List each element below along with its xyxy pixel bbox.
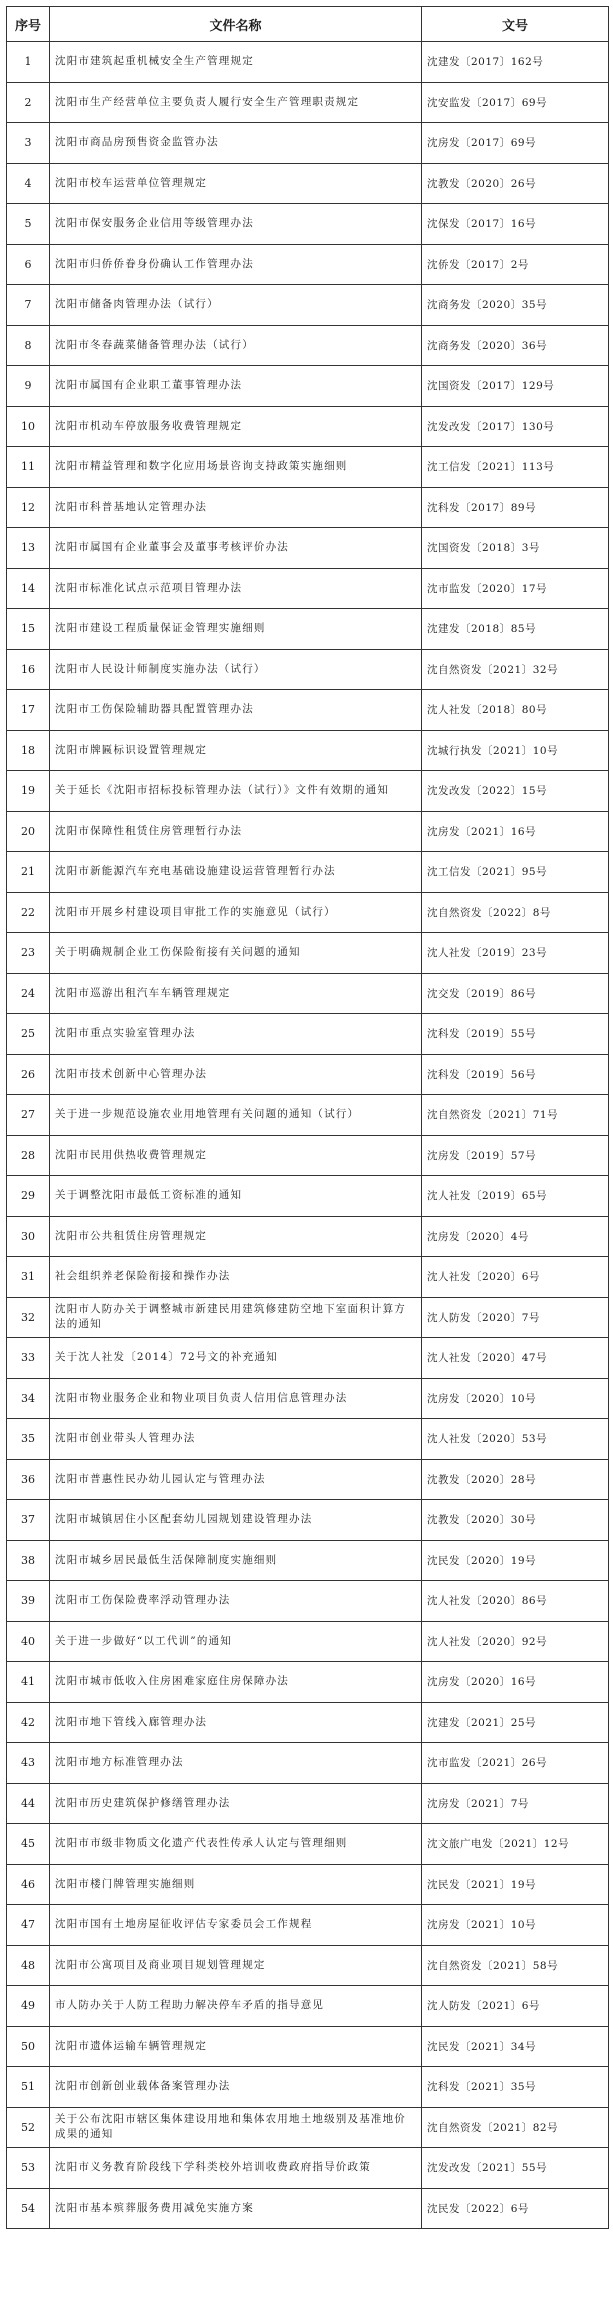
row-document-name: 沈阳市保安服务企业信用等级管理办法 — [50, 204, 422, 245]
row-document-number: 沈发改发〔2017〕130号 — [422, 406, 609, 447]
row-document-name: 沈阳市义务教育阶段线下学科类校外培训收费政府指导价政策 — [50, 2148, 422, 2189]
table-row — [7, 204, 609, 245]
row-serial-number: 25 — [7, 1014, 50, 1055]
row-serial-number: 48 — [7, 1945, 50, 1986]
table-row — [7, 447, 609, 488]
row-document-number: 沈工信发〔2021〕95号 — [422, 852, 609, 893]
row-document-name: 沈阳市生产经营单位主要负责人履行安全生产管理职责规定 — [50, 82, 422, 123]
row-serial-number: 43 — [7, 1743, 50, 1784]
table-row — [7, 82, 609, 123]
row-document-name: 沈阳市城镇居住小区配套幼儿园规划建设管理办法 — [50, 1500, 422, 1541]
row-document-name: 沈阳市属国有企业职工董事管理办法 — [50, 366, 422, 407]
row-document-number: 沈发改发〔2022〕15号 — [422, 771, 609, 812]
table-row — [7, 1743, 609, 1784]
table-row — [7, 1054, 609, 1095]
row-document-name: 沈阳市城乡居民最低生活保障制度实施细则 — [50, 1540, 422, 1581]
table-row — [7, 933, 609, 974]
row-document-number: 沈市监发〔2020〕17号 — [422, 568, 609, 609]
table-row — [7, 42, 609, 83]
row-serial-number: 30 — [7, 1216, 50, 1257]
row-document-number: 沈人社发〔2020〕47号 — [422, 1338, 609, 1379]
row-document-number: 沈教发〔2020〕28号 — [422, 1459, 609, 1500]
table-row — [7, 1783, 609, 1824]
row-document-name: 沈阳市民用供热收费管理规定 — [50, 1135, 422, 1176]
row-document-name: 关于调整沈阳市最低工资标准的通知 — [50, 1176, 422, 1217]
table-row — [7, 1378, 609, 1419]
table-row — [7, 528, 609, 569]
table-row — [7, 2067, 609, 2108]
row-document-name: 沈阳市校车运营单位管理规定 — [50, 163, 422, 204]
table-row — [7, 1621, 609, 1662]
table-row — [7, 609, 609, 650]
row-document-number: 沈人防发〔2020〕7号 — [422, 1297, 609, 1338]
row-document-number: 沈房发〔2020〕16号 — [422, 1662, 609, 1703]
row-document-number: 沈人社发〔2018〕80号 — [422, 690, 609, 731]
row-document-name: 沈阳市技术创新中心管理办法 — [50, 1054, 422, 1095]
table-row — [7, 1014, 609, 1055]
row-serial-number: 47 — [7, 1905, 50, 1946]
row-document-number: 沈科发〔2017〕89号 — [422, 487, 609, 528]
row-serial-number: 2 — [7, 82, 50, 123]
row-document-number: 沈工信发〔2021〕113号 — [422, 447, 609, 488]
row-document-name: 沈阳市人民设计师制度实施办法（试行） — [50, 649, 422, 690]
row-document-name: 沈阳市建筑起重机械安全生产管理规定 — [50, 42, 422, 83]
row-document-name: 沈阳市商品房预售资金监管办法 — [50, 123, 422, 164]
row-serial-number: 52 — [7, 2107, 50, 2148]
table-row — [7, 811, 609, 852]
row-serial-number: 50 — [7, 2026, 50, 2067]
table-row — [7, 325, 609, 366]
row-document-number: 沈自然资发〔2022〕8号 — [422, 892, 609, 933]
table-row — [7, 1662, 609, 1703]
row-document-name: 社会组织养老保险衔接和操作办法 — [50, 1257, 422, 1298]
row-document-number: 沈市监发〔2021〕26号 — [422, 1743, 609, 1784]
table-row — [7, 1297, 609, 1338]
row-document-name: 关于沈人社发〔2014〕72号文的补充通知 — [50, 1338, 422, 1379]
row-serial-number: 11 — [7, 447, 50, 488]
row-document-number: 沈自然资发〔2021〕71号 — [422, 1095, 609, 1136]
row-serial-number: 40 — [7, 1621, 50, 1662]
row-serial-number: 26 — [7, 1054, 50, 1095]
row-document-name: 沈阳市牌匾标识设置管理规定 — [50, 730, 422, 771]
row-serial-number: 44 — [7, 1783, 50, 1824]
table-body — [7, 42, 609, 2229]
row-serial-number: 45 — [7, 1824, 50, 1865]
row-document-number: 沈建发〔2018〕85号 — [422, 609, 609, 650]
table-row — [7, 1905, 609, 1946]
row-document-number: 沈城行执发〔2021〕10号 — [422, 730, 609, 771]
row-document-name: 沈阳市冬春蔬菜储备管理办法（试行） — [50, 325, 422, 366]
row-document-name: 沈阳市标准化试点示范项目管理办法 — [50, 568, 422, 609]
table-row — [7, 1257, 609, 1298]
row-document-number: 沈房发〔2021〕7号 — [422, 1783, 609, 1824]
row-document-name: 沈阳市遗体运输车辆管理规定 — [50, 2026, 422, 2067]
row-serial-number: 21 — [7, 852, 50, 893]
row-document-number: 沈科发〔2019〕55号 — [422, 1014, 609, 1055]
row-serial-number: 34 — [7, 1378, 50, 1419]
row-document-number: 沈自然资发〔2021〕58号 — [422, 1945, 609, 1986]
row-document-number: 沈房发〔2019〕57号 — [422, 1135, 609, 1176]
row-serial-number: 29 — [7, 1176, 50, 1217]
row-document-number: 沈人社发〔2019〕23号 — [422, 933, 609, 974]
table-row — [7, 730, 609, 771]
row-document-name: 市人防办关于人防工程助力解决停车矛盾的指导意见 — [50, 1986, 422, 2027]
document-list-table — [6, 6, 609, 2229]
row-document-name: 沈阳市保障性租赁住房管理暂行办法 — [50, 811, 422, 852]
table-row — [7, 2026, 609, 2067]
row-serial-number: 27 — [7, 1095, 50, 1136]
row-document-number: 沈科发〔2019〕56号 — [422, 1054, 609, 1095]
row-serial-number: 15 — [7, 609, 50, 650]
row-serial-number: 24 — [7, 973, 50, 1014]
row-document-number: 沈房发〔2020〕10号 — [422, 1378, 609, 1419]
row-serial-number: 36 — [7, 1459, 50, 1500]
row-document-number: 沈交发〔2019〕86号 — [422, 973, 609, 1014]
row-document-number: 沈人社发〔2020〕6号 — [422, 1257, 609, 1298]
row-document-name: 沈阳市重点实验室管理办法 — [50, 1014, 422, 1055]
row-document-name: 沈阳市城市低收入住房困难家庭住房保障办法 — [50, 1662, 422, 1703]
row-document-name: 沈阳市楼门牌管理实施细则 — [50, 1864, 422, 1905]
table-row — [7, 1095, 609, 1136]
row-serial-number: 49 — [7, 1986, 50, 2027]
table-row — [7, 1419, 609, 1460]
row-document-name: 沈阳市归侨侨眷身份确认工作管理办法 — [50, 244, 422, 285]
row-document-name: 关于公布沈阳市辖区集体建设用地和集体农用地土地级别及基准地价成果的通知 — [50, 2107, 422, 2148]
row-document-name: 沈阳市建设工程质量保证金管理实施细则 — [50, 609, 422, 650]
row-document-number: 沈自然资发〔2021〕82号 — [422, 2107, 609, 2148]
header-document-number: 文号 — [422, 7, 609, 42]
table-row — [7, 1216, 609, 1257]
row-serial-number: 22 — [7, 892, 50, 933]
row-document-name: 关于延长《沈阳市招标投标管理办法（试行）》文件有效期的通知 — [50, 771, 422, 812]
table-row — [7, 366, 609, 407]
row-document-name: 沈阳市储备肉管理办法（试行） — [50, 285, 422, 326]
row-document-name: 沈阳市精益管理和数字化应用场景咨询支持政策实施细则 — [50, 447, 422, 488]
header-document-name: 文件名称 — [50, 7, 422, 42]
row-serial-number: 9 — [7, 366, 50, 407]
row-document-number: 沈房发〔2021〕16号 — [422, 811, 609, 852]
row-serial-number: 13 — [7, 528, 50, 569]
table-row — [7, 568, 609, 609]
row-document-name: 沈阳市创新创业载体备案管理办法 — [50, 2067, 422, 2108]
row-document-number: 沈发改发〔2021〕55号 — [422, 2148, 609, 2189]
row-document-name: 沈阳市创业带头人管理办法 — [50, 1419, 422, 1460]
row-document-number: 沈商务发〔2020〕35号 — [422, 285, 609, 326]
row-serial-number: 6 — [7, 244, 50, 285]
header-serial-number: 序号 — [7, 7, 50, 42]
row-document-name: 沈阳市地下管线入廊管理办法 — [50, 1702, 422, 1743]
table-row — [7, 1338, 609, 1379]
row-document-number: 沈教发〔2020〕30号 — [422, 1500, 609, 1541]
row-document-number: 沈国资发〔2017〕129号 — [422, 366, 609, 407]
row-document-name: 沈阳市市级非物质文化遗产代表性传承人认定与管理细则 — [50, 1824, 422, 1865]
table-row — [7, 406, 609, 447]
row-document-number: 沈民发〔2022〕6号 — [422, 2188, 609, 2229]
row-serial-number: 37 — [7, 1500, 50, 1541]
row-document-number: 沈房发〔2017〕69号 — [422, 123, 609, 164]
row-serial-number: 39 — [7, 1581, 50, 1622]
row-document-number: 沈民发〔2020〕19号 — [422, 1540, 609, 1581]
table-row — [7, 1135, 609, 1176]
row-document-name: 沈阳市工伤保险辅助器具配置管理办法 — [50, 690, 422, 731]
table-row — [7, 690, 609, 731]
row-serial-number: 3 — [7, 123, 50, 164]
row-document-number: 沈保发〔2017〕16号 — [422, 204, 609, 245]
table-row — [7, 1864, 609, 1905]
row-document-number: 沈房发〔2020〕4号 — [422, 1216, 609, 1257]
row-serial-number: 12 — [7, 487, 50, 528]
row-serial-number: 32 — [7, 1297, 50, 1338]
row-serial-number: 38 — [7, 1540, 50, 1581]
row-serial-number: 8 — [7, 325, 50, 366]
row-document-name: 沈阳市物业服务企业和物业项目负责人信用信息管理办法 — [50, 1378, 422, 1419]
row-serial-number: 42 — [7, 1702, 50, 1743]
row-document-name: 关于明确规制企业工伤保险衔接有关问题的通知 — [50, 933, 422, 974]
row-document-name: 沈阳市人防办关于调整城市新建民用建筑修建防空地下室面积计算方法的通知 — [50, 1297, 422, 1338]
row-serial-number: 5 — [7, 204, 50, 245]
row-document-number: 沈文旅广电发〔2021〕12号 — [422, 1824, 609, 1865]
row-document-name: 沈阳市基本殡葬服务费用减免实施方案 — [50, 2188, 422, 2229]
row-document-name: 沈阳市巡游出租汽车车辆管理规定 — [50, 973, 422, 1014]
row-document-name: 沈阳市公共租赁住房管理规定 — [50, 1216, 422, 1257]
row-document-number: 沈人社发〔2019〕65号 — [422, 1176, 609, 1217]
row-document-number: 沈教发〔2020〕26号 — [422, 163, 609, 204]
row-document-name: 沈阳市新能源汽车充电基础设施建设运营管理暂行办法 — [50, 852, 422, 893]
table-row — [7, 1500, 609, 1541]
table-row — [7, 1581, 609, 1622]
row-document-name: 沈阳市科普基地认定管理办法 — [50, 487, 422, 528]
table-row — [7, 1702, 609, 1743]
row-serial-number: 19 — [7, 771, 50, 812]
row-document-number: 沈人防发〔2021〕6号 — [422, 1986, 609, 2027]
row-serial-number: 51 — [7, 2067, 50, 2108]
row-document-number: 沈人社发〔2020〕92号 — [422, 1621, 609, 1662]
table-row — [7, 2107, 609, 2148]
table-row — [7, 1176, 609, 1217]
row-document-number: 沈国资发〔2018〕3号 — [422, 528, 609, 569]
table-row — [7, 852, 609, 893]
row-serial-number: 53 — [7, 2148, 50, 2189]
row-serial-number: 28 — [7, 1135, 50, 1176]
row-document-number: 沈人社发〔2020〕86号 — [422, 1581, 609, 1622]
row-serial-number: 16 — [7, 649, 50, 690]
row-serial-number: 33 — [7, 1338, 50, 1379]
row-document-name: 沈阳市公寓项目及商业项目规划管理规定 — [50, 1945, 422, 1986]
row-document-name: 沈阳市国有土地房屋征收评估专家委员会工作规程 — [50, 1905, 422, 1946]
table-row — [7, 892, 609, 933]
row-document-number: 沈自然资发〔2021〕32号 — [422, 649, 609, 690]
table-row — [7, 2188, 609, 2229]
row-serial-number: 46 — [7, 1864, 50, 1905]
row-document-number: 沈人社发〔2020〕53号 — [422, 1419, 609, 1460]
row-serial-number: 1 — [7, 42, 50, 83]
row-serial-number: 17 — [7, 690, 50, 731]
header-row — [7, 7, 609, 42]
table-row — [7, 123, 609, 164]
row-document-number: 沈科发〔2021〕35号 — [422, 2067, 609, 2108]
row-serial-number: 7 — [7, 285, 50, 326]
table-row — [7, 1986, 609, 2027]
row-document-number: 沈侨发〔2017〕2号 — [422, 244, 609, 285]
row-document-name: 沈阳市工伤保险费率浮动管理办法 — [50, 1581, 422, 1622]
table-row — [7, 2148, 609, 2189]
table-row — [7, 649, 609, 690]
row-document-number: 沈建发〔2017〕162号 — [422, 42, 609, 83]
table-row — [7, 487, 609, 528]
row-document-number: 沈商务发〔2020〕36号 — [422, 325, 609, 366]
table-row — [7, 285, 609, 326]
row-document-name: 沈阳市地方标准管理办法 — [50, 1743, 422, 1784]
table-header — [7, 7, 609, 42]
table-row — [7, 1540, 609, 1581]
row-document-number: 沈民发〔2021〕34号 — [422, 2026, 609, 2067]
table-row — [7, 771, 609, 812]
table-row — [7, 244, 609, 285]
row-serial-number: 18 — [7, 730, 50, 771]
row-document-name: 沈阳市开展乡村建设项目审批工作的实施意见（试行） — [50, 892, 422, 933]
row-document-number: 沈安监发〔2017〕69号 — [422, 82, 609, 123]
table-row — [7, 1459, 609, 1500]
row-document-name: 沈阳市属国有企业董事会及董事考核评价办法 — [50, 528, 422, 569]
row-document-number: 沈民发〔2021〕19号 — [422, 1864, 609, 1905]
row-document-name: 关于进一步做好“以工代训”的通知 — [50, 1621, 422, 1662]
row-serial-number: 4 — [7, 163, 50, 204]
row-serial-number: 20 — [7, 811, 50, 852]
row-document-name: 关于进一步规范设施农业用地管理有关问题的通知（试行） — [50, 1095, 422, 1136]
row-document-name: 沈阳市机动车停放服务收费管理规定 — [50, 406, 422, 447]
row-document-name: 沈阳市普惠性民办幼儿园认定与管理办法 — [50, 1459, 422, 1500]
table-row — [7, 973, 609, 1014]
table-row — [7, 1945, 609, 1986]
table-row — [7, 1824, 609, 1865]
row-serial-number: 41 — [7, 1662, 50, 1703]
row-document-number: 沈建发〔2021〕25号 — [422, 1702, 609, 1743]
table-row — [7, 163, 609, 204]
row-serial-number: 54 — [7, 2188, 50, 2229]
row-document-number: 沈房发〔2021〕10号 — [422, 1905, 609, 1946]
row-serial-number: 14 — [7, 568, 50, 609]
row-serial-number: 23 — [7, 933, 50, 974]
row-document-name: 沈阳市历史建筑保护修缮管理办法 — [50, 1783, 422, 1824]
row-serial-number: 10 — [7, 406, 50, 447]
row-serial-number: 31 — [7, 1257, 50, 1298]
row-serial-number: 35 — [7, 1419, 50, 1460]
